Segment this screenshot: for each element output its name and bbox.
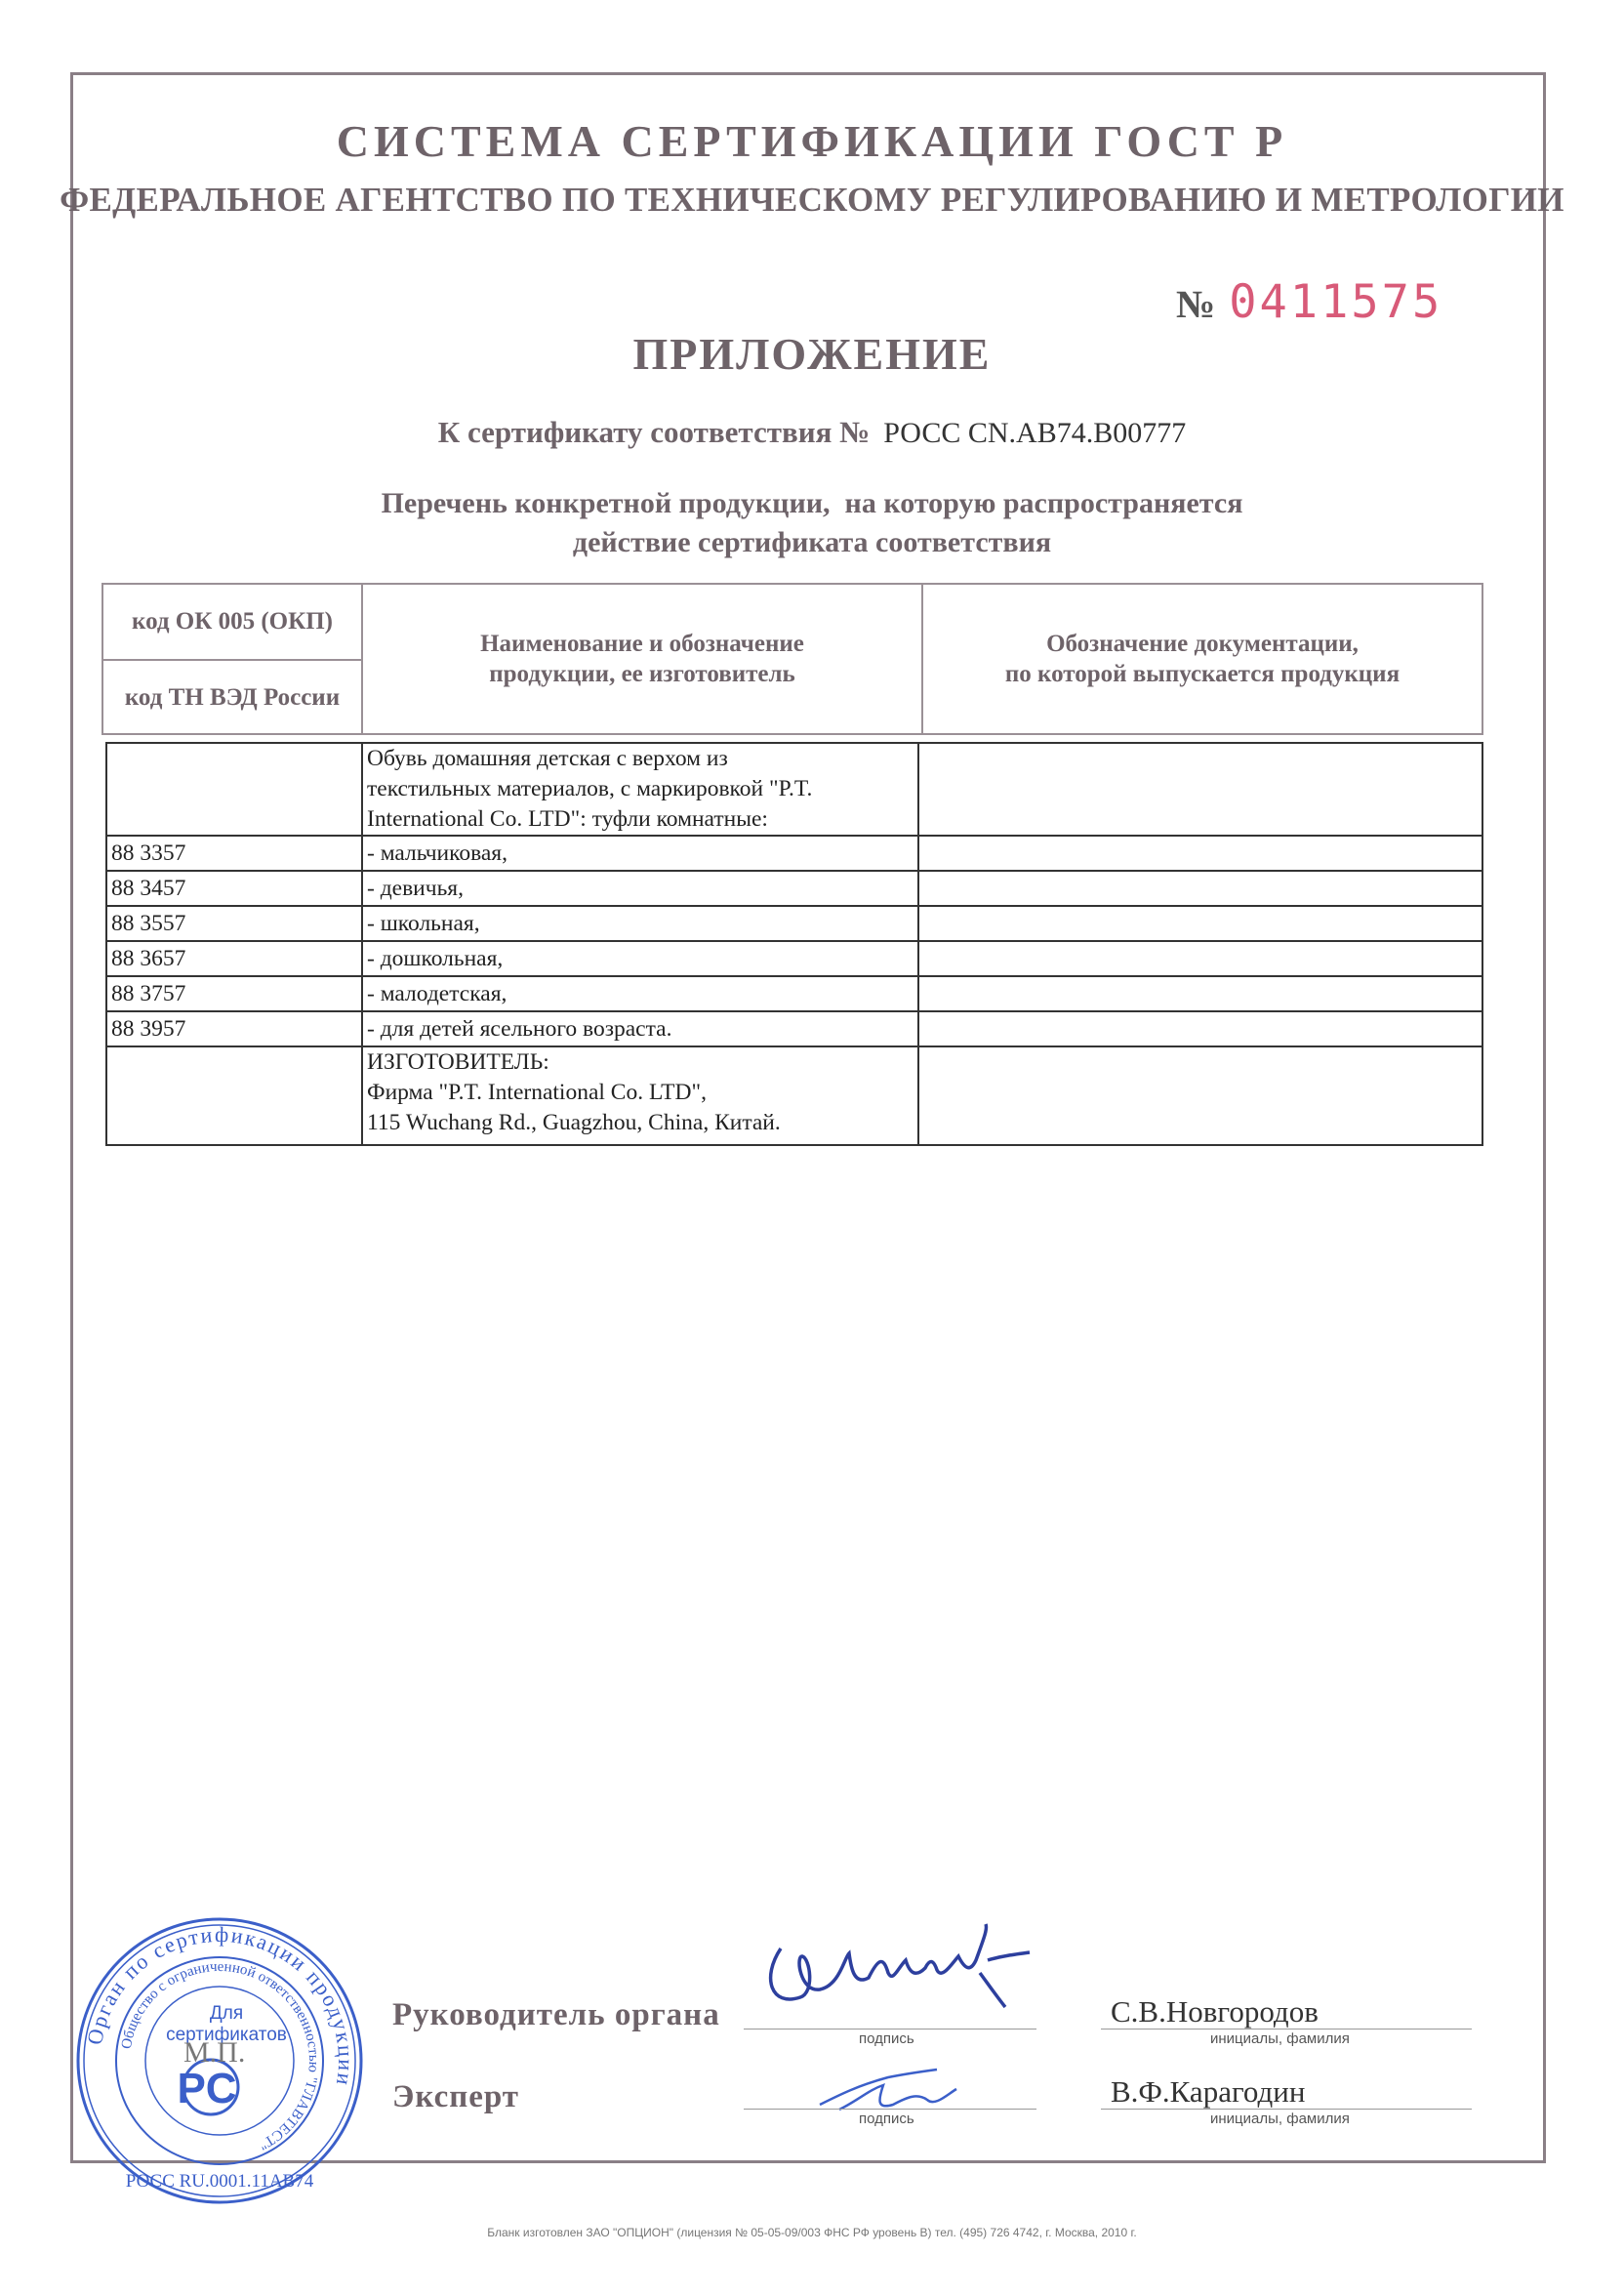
manufacturer-line: ИЗГОТОВИТЕЛЬ:	[367, 1049, 549, 1075]
product-code: 88 3557	[106, 906, 362, 941]
product-name: - для детей ясельного возраста.	[362, 1011, 918, 1046]
list-heading-line1: Перечень конкретной продукции, на которую распространяется	[381, 487, 1243, 519]
seal-center-line1: Для	[209, 2003, 244, 2024]
certificate-number: РОСС CN.AB74.B00777	[883, 417, 1187, 449]
product-name: - школьная,	[362, 906, 918, 941]
name-header-line2: продукции, ее изготовитель	[489, 661, 795, 687]
table-row	[106, 871, 1482, 906]
table-row	[106, 906, 1482, 941]
head-name-caption: инициалы, фамилия	[1210, 2030, 1350, 2047]
list-heading-line2: действие сертификата соответствия	[572, 526, 1052, 558]
table-cell	[918, 1011, 1482, 1046]
product-table	[105, 742, 1483, 1146]
seal-logo-text: PC	[177, 2065, 237, 2112]
expert-label: Эксперт	[392, 2079, 520, 2114]
head-name: С.В.Новгородов	[1111, 1994, 1319, 2029]
product-code: 88 3357	[106, 836, 362, 871]
product-name: - дошкольная,	[362, 941, 918, 976]
table-cell	[106, 743, 362, 836]
form-number-value: 0411575	[1229, 275, 1443, 329]
form-footer: Бланк изготовлен ЗАО "ОПЦИОН" (лицензия № 05-05-09/003 ФНС РФ уровень В) тел. (495) 726 4742, г. Москва, 2010 г.	[487, 2226, 1137, 2239]
table-cell	[918, 941, 1482, 976]
table-row	[106, 941, 1482, 976]
head-signature-icon	[742, 1900, 1074, 2027]
list-heading	[0, 484, 1624, 562]
head-sign-caption: подпись	[859, 2030, 914, 2047]
expert-name: В.Ф.Карагодин	[1111, 2074, 1306, 2109]
manufacturer-line: Фирма "P.T. International Co. LTD",	[367, 1080, 707, 1105]
table-row	[106, 836, 1482, 871]
table-cell	[918, 976, 1482, 1011]
table-row	[106, 1046, 1482, 1145]
name-header-line1: Наименование и обозначение	[480, 631, 804, 657]
product-code: 88 3657	[106, 941, 362, 976]
product-name: - девичья,	[362, 871, 918, 906]
product-description	[362, 743, 918, 836]
number-sign: №	[1176, 282, 1216, 326]
product-code: 88 3957	[106, 1011, 362, 1046]
expert-sign-caption: подпись	[859, 2111, 914, 2127]
form-number	[1176, 275, 1442, 329]
doc-column-header	[923, 585, 1482, 733]
system-title: СИСТЕМА СЕРТИФИКАЦИИ ГОСТ Р	[336, 116, 1288, 166]
manufacturer-info	[362, 1046, 918, 1145]
table-cell	[918, 1046, 1482, 1145]
table-cell	[106, 1046, 362, 1145]
description-line: текстильных материалов, с маркировкой "P.T.	[367, 776, 813, 801]
name-column-header	[363, 585, 923, 733]
doc-header-line1: Обозначение документации,	[1046, 631, 1359, 657]
certificate-line	[0, 415, 1624, 450]
doc-header-line2: по которой выпускается продукция	[1004, 661, 1401, 687]
certificate-label: К сертификату соответствия №	[437, 415, 871, 449]
agency-title: ФЕДЕРАЛЬНОЕ АГЕНТСТВО ПО ТЕХНИЧЕСКОМУ РЕГУЛИРОВАНИЮ И МЕТРОЛОГИИ	[60, 181, 1564, 219]
table-cell	[918, 743, 1482, 836]
product-name: - малодетская,	[362, 976, 918, 1011]
expert-name-caption: инициалы, фамилия	[1210, 2111, 1350, 2127]
product-code: 88 3757	[106, 976, 362, 1011]
code-column-header	[103, 585, 363, 733]
description-line: International Co. LTD": туфли комнатные:	[367, 806, 768, 832]
table-header	[102, 583, 1483, 735]
table-cell	[918, 906, 1482, 941]
manufacturer-line: 115 Wuchang Rd., Guagzhou, China, Китай.	[367, 1110, 781, 1135]
table-cell	[918, 871, 1482, 906]
code-tnved-header: код ТН ВЭД России	[124, 684, 341, 711]
table-row	[106, 976, 1482, 1011]
code-okp-header: код ОК 005 (ОКП)	[103, 585, 361, 661]
seal-outer-text: Орган по сертификации продукции	[82, 1921, 359, 2089]
seal-reg-number: РОСС RU.0001.11АВ74	[125, 2171, 314, 2192]
head-label: Руководитель органа	[392, 1997, 720, 2032]
stamp-place-mark: М.П.	[183, 2036, 246, 2069]
seal-inner-text: Общество с ограниченной ответственностью "ГЛАВТЕСТ"	[118, 1958, 322, 2152]
table-row	[106, 743, 1482, 836]
product-code: 88 3457	[106, 871, 362, 906]
description-line: Обувь домашняя детская с верхом из	[367, 746, 728, 771]
document-title: ПРИЛОЖЕНИЕ	[632, 329, 992, 379]
seal-center-line2: сертификатов	[166, 2025, 287, 2045]
product-name: - мальчиковая,	[362, 836, 918, 871]
table-row	[106, 1011, 1482, 1046]
table-cell	[918, 836, 1482, 871]
